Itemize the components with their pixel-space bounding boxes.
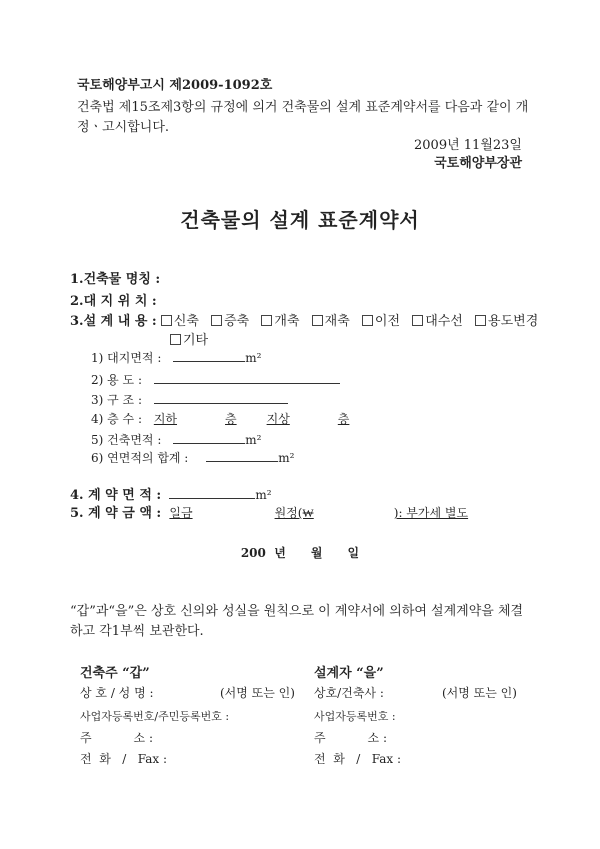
checkbox-icon[interactable] [312, 315, 323, 326]
option-label: 대수선 [425, 314, 463, 329]
design-content-row [70, 310, 538, 329]
option-label: 이전 [374, 314, 401, 329]
amount-vat-note: ): 부가세 별도 [393, 506, 469, 520]
intro-text-line2: 정ㆍ고시합니다. [77, 120, 170, 135]
site-area-row [91, 348, 261, 366]
floors-row [91, 410, 349, 427]
use-label: 2) 용 도 : [91, 373, 142, 387]
intro-text-line1: 건축법 제15조제3항의 규정에 의거 건축물의 설계 표준계약서를 다음과 같이 개 [77, 100, 529, 115]
option-label: 기타 [183, 333, 209, 348]
contract-area-label: 4. 계 약 면 적 : [70, 488, 162, 503]
notice-date: 2009년 11월23일 [414, 138, 522, 153]
contract-area-row [70, 484, 272, 503]
party-a-registration-label: 사업자등록번호/주민등록번호 : [80, 710, 230, 723]
party-a-address-label: 주 소 : [80, 731, 154, 745]
contract-amount-field[interactable] [169, 506, 468, 520]
option-other[interactable] [170, 329, 208, 348]
unit-label: m² [245, 433, 262, 447]
option-rebuild[interactable] [312, 314, 350, 329]
option-label: 신축 [173, 314, 199, 329]
checkbox-icon[interactable] [170, 334, 181, 345]
option-label: 증축 [224, 314, 250, 329]
total-floor-area-row [91, 448, 294, 466]
amount-ilgeum: 일금 [169, 506, 193, 520]
floors-field[interactable] [154, 412, 350, 426]
option-new-construction[interactable] [161, 314, 199, 329]
floors-unit: 층 [337, 412, 350, 426]
party-a-phone-label: 전 화 / Fax : [80, 752, 168, 766]
floors-below-label: 지하 [153, 412, 178, 426]
option-label: 용도변경 [488, 314, 539, 329]
checkbox-icon[interactable] [362, 315, 373, 326]
option-label: 재축 [324, 314, 350, 329]
building-area-row [91, 430, 261, 448]
contract-amount-label: 5. 계 약 금 액 : [70, 506, 162, 521]
option-label: 개축 [274, 314, 300, 329]
checkbox-icon[interactable] [261, 315, 272, 326]
floors-label: 4) 층 수 : [91, 412, 142, 426]
site-area-field[interactable] [173, 348, 245, 362]
checkbox-icon[interactable] [475, 315, 486, 326]
site-area-label: 1) 대지면적 : [91, 351, 162, 365]
contract-date: 200 년 월 일 [240, 546, 360, 560]
structure-field[interactable] [154, 390, 288, 404]
floors-above-label: 지상 [266, 412, 290, 426]
party-a-heading: 건축주 “갑” [80, 666, 150, 681]
site-location-label: 2.대 지 위 치 : [70, 294, 157, 309]
option-use-change[interactable] [475, 314, 538, 329]
notice-number: 국토해양부고시 제2009-1092호 [77, 78, 273, 93]
design-content-label: 3.설 계 내 용 : [70, 314, 157, 329]
structure-label: 3) 구 조 : [91, 393, 142, 407]
unit-label: m² [278, 451, 295, 465]
party-b-signature[interactable]: (서명 또는 인) [442, 686, 517, 700]
option-reconstruction[interactable] [261, 314, 299, 329]
use-field[interactable] [154, 370, 340, 384]
structure-row [91, 390, 288, 408]
party-a-name-label: 상 호 / 성 명 : [80, 686, 154, 700]
use-row [91, 370, 340, 388]
unit-label: m² [255, 488, 272, 502]
party-a-signature[interactable]: (서명 또는 인) [220, 686, 295, 700]
building-area-label: 5) 건축면적 : [91, 433, 162, 447]
total-floor-area-label: 6) 연면적의 합계 : [91, 451, 189, 465]
issuer: 국토해양부장관 [434, 156, 522, 171]
agreement-text-line1: “갑”과“을”은 상호 신의와 성실을 원칙으로 이 계약서에 의하여 설계계약을 체결 [70, 604, 524, 619]
party-b-name-label: 상호/건축사 : [314, 686, 384, 700]
party-b-phone-label: 전 화 / Fax : [314, 752, 402, 766]
unit-label: m² [245, 351, 262, 365]
contract-amount-row [70, 502, 468, 521]
checkbox-icon[interactable] [161, 315, 172, 326]
party-b-address-label: 주 소 : [314, 731, 388, 745]
total-floor-area-field[interactable] [206, 448, 278, 462]
floors-unit: 층 [225, 412, 237, 426]
building-name-label: 1.건축물 명칭 : [70, 272, 161, 287]
document-title: 건축물의 설계 표준계약서 [180, 208, 420, 232]
party-b-registration-label: 사업자등록번호 : [314, 710, 396, 723]
party-b-heading: 설계자 “을” [314, 666, 384, 681]
option-extension[interactable] [211, 314, 249, 329]
option-relocation[interactable] [362, 314, 400, 329]
checkbox-icon[interactable] [412, 315, 423, 326]
contract-area-field[interactable] [169, 485, 255, 499]
checkbox-icon[interactable] [211, 315, 222, 326]
building-area-field[interactable] [173, 430, 245, 444]
option-major-repair[interactable] [412, 314, 463, 329]
amount-won: 원정(₩ [274, 506, 314, 520]
agreement-text-line2: 하고 각1부씩 보관한다. [70, 624, 204, 639]
